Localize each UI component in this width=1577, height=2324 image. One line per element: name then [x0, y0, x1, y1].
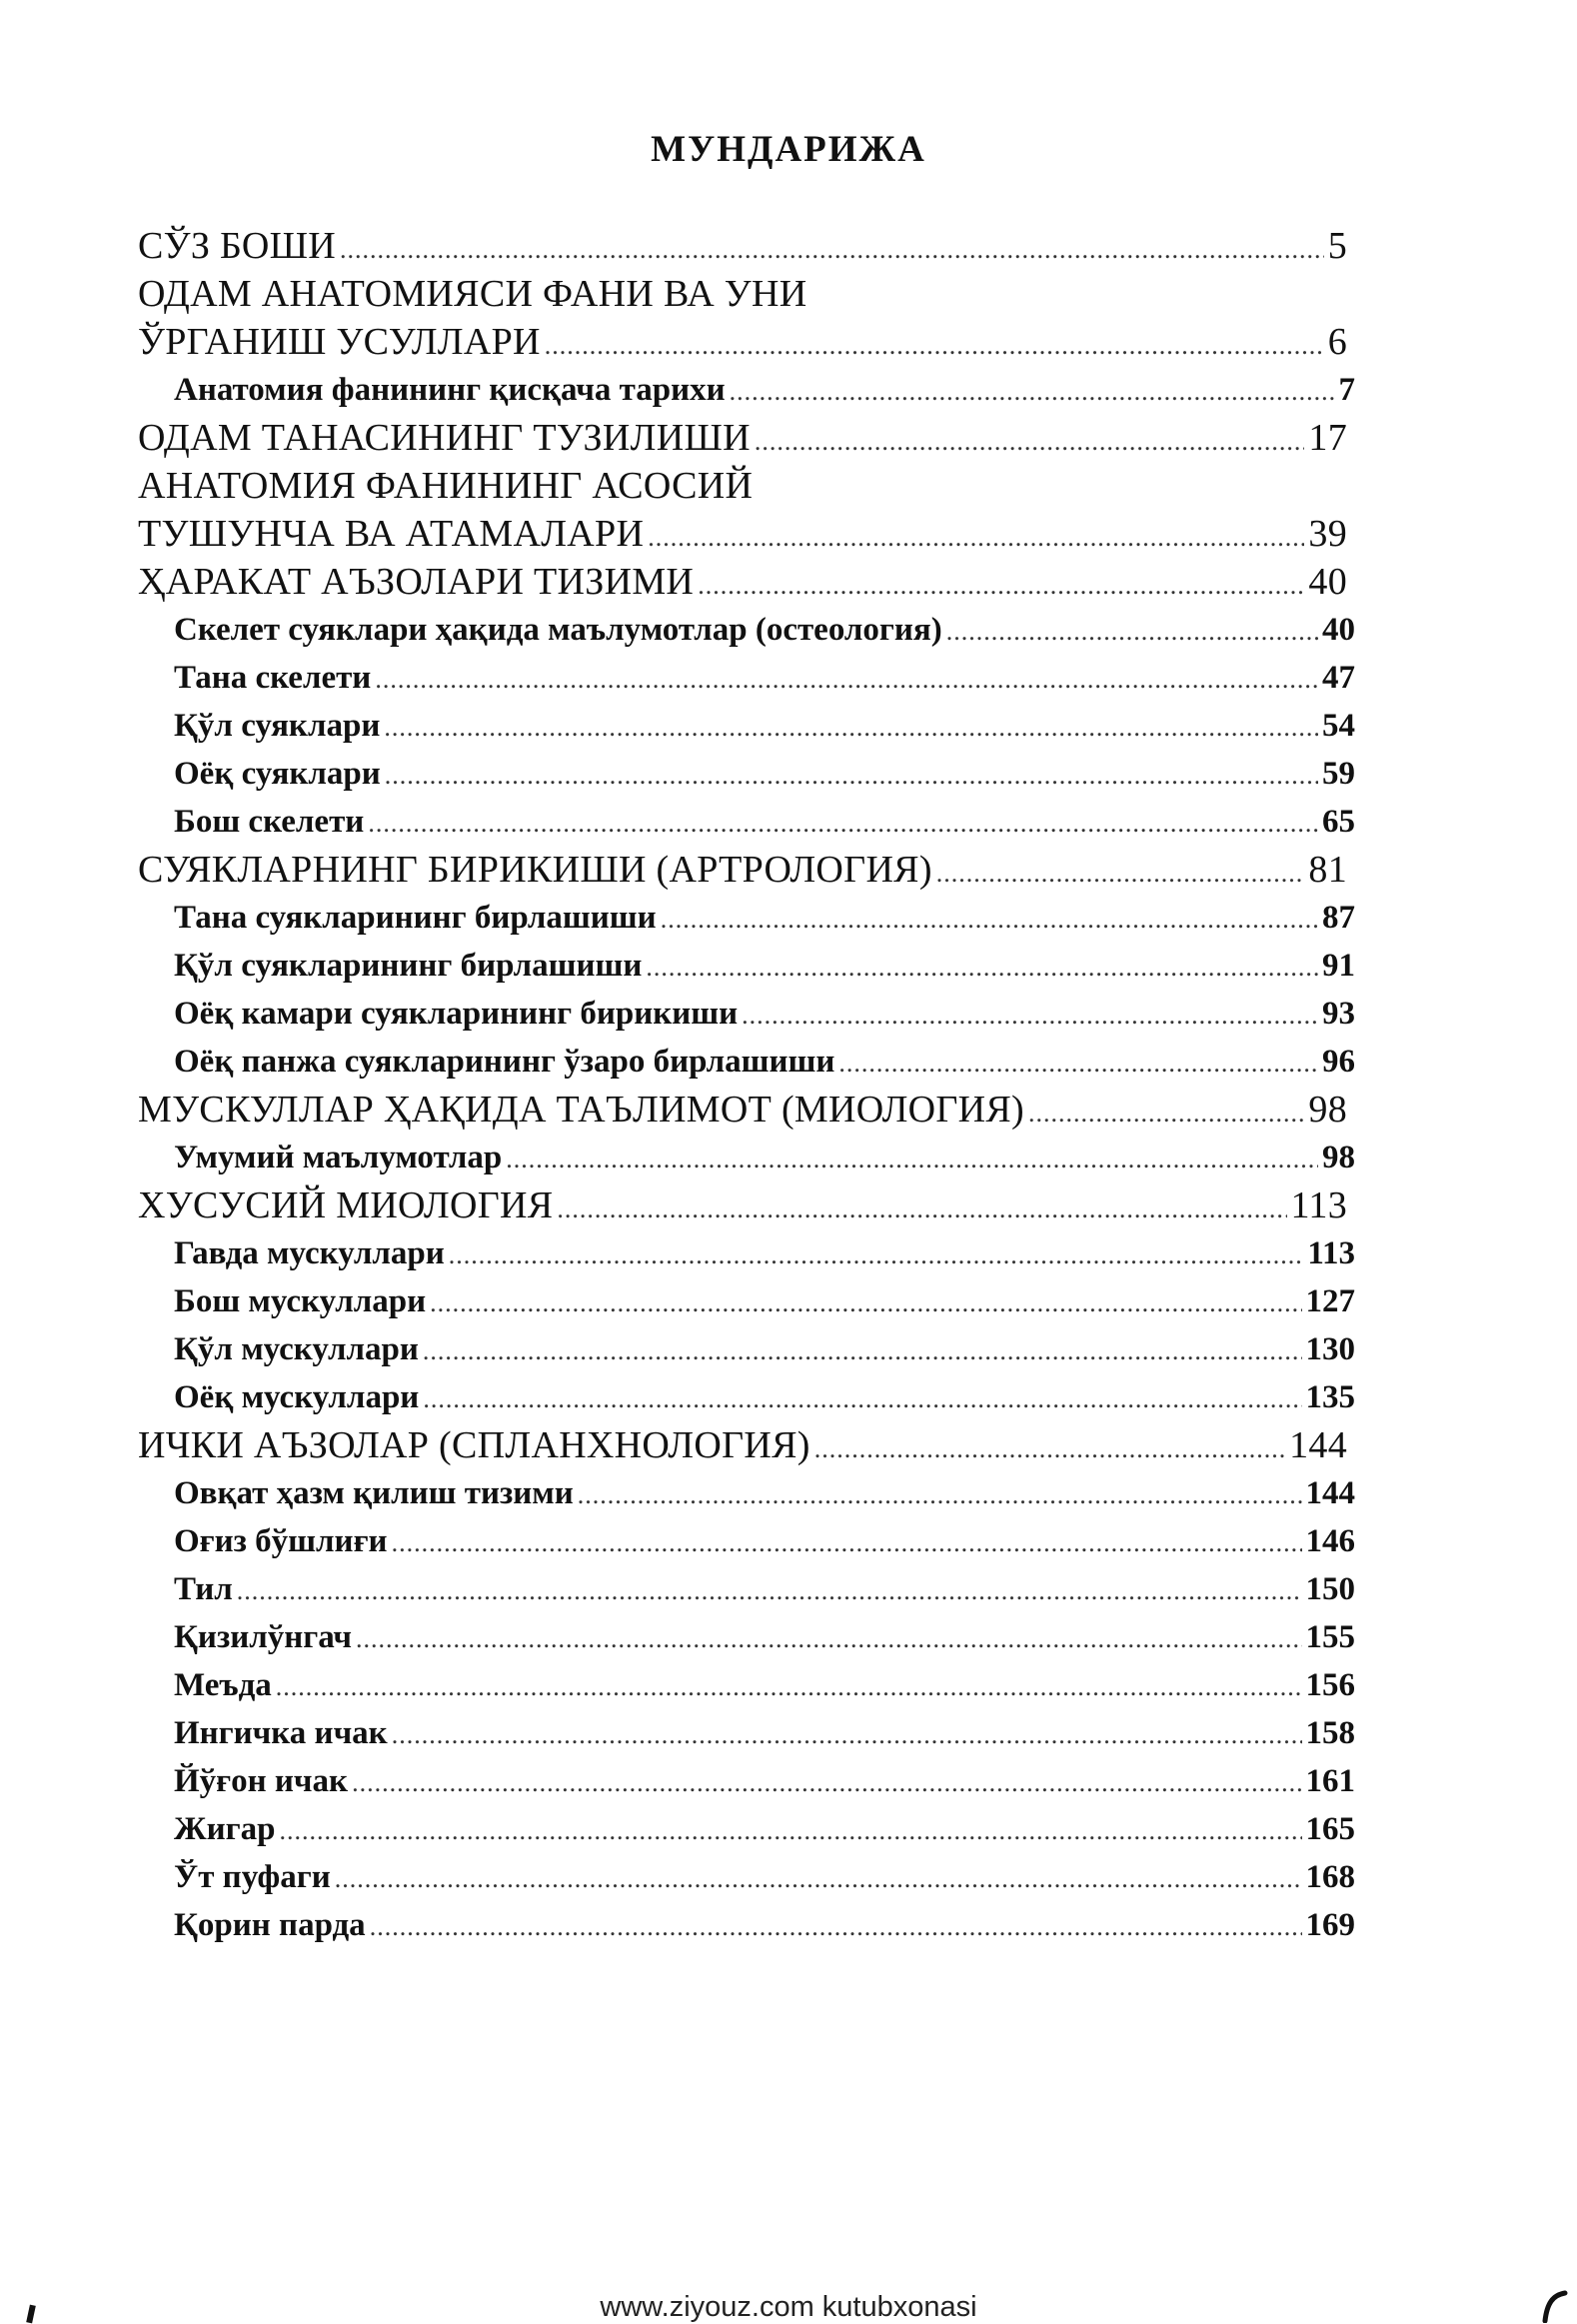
- toc-entry-label: ҲАРАКАТ АЪЗОЛАРИ ТИЗИМИ: [138, 561, 695, 603]
- toc-entry: [0, 366, 1577, 414]
- toc-entry: [0, 318, 1577, 366]
- toc-entry: [0, 1661, 1577, 1709]
- toc-entry-label: СЎЗ БОШИ: [138, 225, 336, 267]
- toc-entry-label: Оғиз бўшлиғи: [174, 1523, 388, 1559]
- toc-dot-leader: [368, 800, 1318, 848]
- toc-dot-leader: [392, 1711, 1302, 1759]
- toc-entry-page-number: 39: [1308, 513, 1347, 555]
- toc-entry-label: Тана суякларининг бирлашиши: [174, 900, 657, 936]
- toc-dot-leader: [838, 1040, 1318, 1088]
- toc-entry-label: Қизилўнгач: [174, 1619, 353, 1655]
- toc-entry-page-number: 5: [1327, 225, 1347, 267]
- toc-entry: [0, 1181, 1577, 1229]
- toc-entry: [0, 462, 1577, 510]
- toc-entry-row: [138, 1181, 1347, 1233]
- toc-dot-leader: [279, 1807, 1301, 1855]
- table-of-contents: [0, 222, 1577, 1949]
- toc-entry-label: Анатомия фанининг қисқача тарихи: [174, 372, 726, 408]
- toc-dot-leader: [1028, 1090, 1304, 1138]
- toc-entry-page-number: 87: [1322, 900, 1355, 936]
- footer-source-text: www.ziyouz.com kutubxonasi: [600, 2291, 977, 2323]
- toc-entry-row: [174, 750, 1355, 800]
- toc-entry-row: [174, 702, 1355, 752]
- toc-entry-label: Йўғон ичак: [174, 1763, 349, 1799]
- toc-entry: [0, 1613, 1577, 1661]
- toc-entry-page-number: 54: [1322, 708, 1355, 744]
- toc-entry-label: Жигар: [174, 1811, 276, 1847]
- toc-entry: [0, 222, 1577, 270]
- toc-entry-page-number: 169: [1305, 1907, 1355, 1943]
- toc-dot-leader: [449, 1231, 1304, 1279]
- toc-entry-row: [174, 1853, 1355, 1903]
- toc-dot-leader: [646, 944, 1318, 992]
- toc-entry: [0, 846, 1577, 894]
- toc-entry-row: [174, 990, 1355, 1040]
- toc-dot-leader: [356, 1615, 1301, 1663]
- toc-entry: [0, 270, 1577, 318]
- toc-entry-label: Тана скелети: [174, 660, 372, 696]
- toc-entry-label: Ўт пуфаги: [174, 1859, 331, 1895]
- toc-entry: [0, 1277, 1577, 1325]
- toc-entry-label: ТУШУНЧА ВА АТАМАЛАРИ: [138, 513, 645, 555]
- toc-entry-page-number: 93: [1322, 996, 1355, 1032]
- toc-entry-row: [138, 558, 1347, 610]
- toc-entry-row: [174, 1517, 1355, 1567]
- toc-entry-row: [174, 1038, 1355, 1088]
- toc-entry-page-number: 65: [1322, 804, 1355, 840]
- toc-entry-page-number: 113: [1307, 1235, 1355, 1271]
- toc-entry-page-number: 156: [1305, 1667, 1355, 1703]
- toc-entry-label: Скелет суяклари ҳақида маълумотлар (остеология): [174, 612, 942, 648]
- toc-entry-label: Тил: [174, 1571, 233, 1607]
- toc-entry-label: Бош скелети: [174, 804, 365, 840]
- toc-entry-page-number: 150: [1305, 1571, 1355, 1607]
- toc-dot-leader: [276, 1663, 1302, 1711]
- toc-entry-label: Гавда мускуллари: [174, 1235, 445, 1271]
- toc-entry-page-number: 91: [1322, 948, 1355, 984]
- toc-dot-leader: [698, 562, 1304, 610]
- toc-entry-page-number: 59: [1322, 756, 1355, 792]
- toc-entry: [0, 1901, 1577, 1949]
- toc-entry-row: [174, 1613, 1355, 1663]
- toc-entry-row: [138, 222, 1347, 274]
- toc-dot-leader: [578, 1471, 1302, 1519]
- toc-entry-page-number: 47: [1322, 660, 1355, 696]
- toc-entry: [0, 654, 1577, 702]
- toc-entry-label: ХУСУСИЙ МИОЛОГИЯ: [138, 1184, 554, 1226]
- toc-entry-row: [138, 846, 1347, 898]
- toc-entry-page-number: 98: [1308, 1089, 1347, 1131]
- toc-entry: [0, 1038, 1577, 1086]
- toc-entry-label: ОДАМ ТАНАСИНИНГ ТУЗИЛИШИ: [138, 417, 751, 459]
- toc-dot-leader: [661, 896, 1318, 944]
- toc-entry-label: ОДАМ АНАТОМИЯСИ ФАНИ ВА УНИ: [138, 273, 807, 315]
- toc-entry-page-number: 168: [1305, 1859, 1355, 1895]
- toc-entry-label: МУСКУЛЛАР ҲАҚИДА ТАЪЛИМОТ (МИОЛОГИЯ): [138, 1089, 1025, 1131]
- toc-entry-page-number: 135: [1305, 1379, 1355, 1415]
- toc-entry-label: Овқат ҳазм қилиш тизими: [174, 1475, 574, 1511]
- toc-dot-leader: [755, 418, 1305, 466]
- toc-dot-leader: [730, 368, 1335, 416]
- toc-entry-page-number: 146: [1305, 1523, 1355, 1559]
- toc-entry-label: ИЧКИ АЪЗОЛАР (СПЛАНХНОЛОГИЯ): [138, 1424, 810, 1466]
- toc-entry-page-number: 7: [1338, 372, 1355, 408]
- toc-dot-leader: [384, 704, 1318, 752]
- toc-entry: [0, 1134, 1577, 1181]
- toc-entry: [0, 1325, 1577, 1373]
- toc-entry-label: Оёқ мускуллари: [174, 1379, 420, 1415]
- toc-dot-leader: [370, 1903, 1302, 1951]
- toc-entry-page-number: 127: [1305, 1283, 1355, 1319]
- toc-entry-label: Қўл суяклари: [174, 708, 381, 744]
- toc-entry-page-number: 81: [1308, 849, 1347, 891]
- toc-entry: [0, 1373, 1577, 1421]
- toc-entry-label: Оёқ камари суякларининг бирикиши: [174, 996, 739, 1032]
- toc-entry-label: Қўл суякларининг бирлашиши: [174, 948, 643, 984]
- toc-entry-page-number: 155: [1305, 1619, 1355, 1655]
- toc-entry-label: Бош мускуллари: [174, 1283, 427, 1319]
- toc-dot-leader: [557, 1185, 1286, 1233]
- toc-entry-page-number: 130: [1305, 1331, 1355, 1367]
- toc-entry: [0, 1517, 1577, 1565]
- toc-entry-row: [174, 1277, 1355, 1327]
- toc-entry-label: Меъда: [174, 1667, 272, 1703]
- toc-entry: [0, 750, 1577, 798]
- toc-entry-row: [174, 654, 1355, 704]
- toc-entry-page-number: 144: [1305, 1475, 1355, 1511]
- toc-entry: [0, 1469, 1577, 1517]
- toc-entry-page-number: 40: [1322, 612, 1355, 648]
- toc-entry-row: [174, 1134, 1355, 1183]
- toc-dot-leader: [352, 1759, 1301, 1807]
- toc-entry-row: [138, 1086, 1347, 1138]
- toc-entry-page-number: 158: [1305, 1715, 1355, 1751]
- toc-dot-leader: [814, 1425, 1285, 1473]
- toc-entry-label: Қўл мускуллари: [174, 1331, 419, 1367]
- toc-entry: [0, 510, 1577, 558]
- toc-dot-leader: [430, 1279, 1301, 1327]
- toc-entry-page-number: 40: [1308, 561, 1347, 603]
- toc-entry-label: СУЯКЛАРНИНГ БИРИКИШИ (АРТРОЛОГИЯ): [138, 849, 932, 891]
- page-title: МУНДАРИЖА: [651, 129, 926, 170]
- toc-entry-row: [138, 462, 1347, 510]
- toc-entry: [0, 606, 1577, 654]
- toc-entry-row: [174, 606, 1355, 656]
- toc-entry-label: АНАТОМИЯ ФАНИНИНГ АСОСИЙ: [138, 465, 754, 507]
- toc-entry: [0, 990, 1577, 1038]
- toc-entry: [0, 1421, 1577, 1469]
- toc-entry: [0, 1853, 1577, 1901]
- toc-dot-leader: [506, 1136, 1318, 1183]
- toc-entry: [0, 1757, 1577, 1805]
- toc-dot-leader: [946, 608, 1318, 656]
- toc-entry-page-number: 165: [1305, 1811, 1355, 1847]
- toc-entry-label: Умумий маълумотлар: [174, 1140, 503, 1175]
- toc-entry: [0, 942, 1577, 990]
- toc-entry-row: [138, 270, 1347, 318]
- toc-entry-row: [174, 894, 1355, 944]
- toc-entry: [0, 894, 1577, 942]
- toc-entry: [0, 798, 1577, 846]
- toc-entry-row: [138, 1421, 1347, 1473]
- toc-entry-row: [174, 1565, 1355, 1615]
- toc-entry-row: [174, 942, 1355, 992]
- toc-entry-page-number: 113: [1290, 1184, 1347, 1226]
- toc-entry: [0, 1805, 1577, 1853]
- toc-entry-page-number: 6: [1327, 321, 1347, 363]
- toc-entry-page-number: 144: [1289, 1424, 1347, 1466]
- toc-entry-row: [138, 510, 1347, 562]
- toc-entry-row: [174, 1229, 1355, 1279]
- toc-dot-leader: [936, 850, 1305, 898]
- corner-scan-mark: [1539, 2289, 1569, 2323]
- toc-dot-leader: [742, 992, 1318, 1040]
- toc-dot-leader: [335, 1855, 1302, 1903]
- toc-entry-label: ЎРГАНИШ УСУЛЛАРИ: [138, 321, 541, 363]
- toc-entry: [0, 1229, 1577, 1277]
- toc-dot-leader: [423, 1375, 1301, 1423]
- toc-dot-leader: [375, 656, 1318, 704]
- toc-entry: [0, 414, 1577, 462]
- toc-entry-page-number: 98: [1322, 1140, 1355, 1175]
- toc-entry-row: [174, 1325, 1355, 1375]
- toc-entry-label: Ингичка ичак: [174, 1715, 388, 1751]
- toc-entry-row: [174, 1373, 1355, 1423]
- toc-entry-page-number: 17: [1308, 417, 1347, 459]
- toc-dot-leader: [392, 1519, 1302, 1567]
- toc-dot-leader: [340, 226, 1324, 274]
- toc-entry-page-number: 161: [1305, 1763, 1355, 1799]
- toc-dot-leader: [385, 752, 1318, 800]
- toc-entry-row: [138, 318, 1347, 370]
- toc-entry: [0, 1709, 1577, 1757]
- toc-entry-label: Оёқ панжа суякларининг ўзаро бирлашиши: [174, 1044, 835, 1080]
- toc-dot-leader: [545, 322, 1324, 370]
- toc-entry-row: [174, 798, 1355, 848]
- toc-dot-leader: [237, 1567, 1302, 1615]
- toc-dot-leader: [648, 514, 1304, 562]
- toc-entry-page-number: 96: [1322, 1044, 1355, 1080]
- toc-entry-row: [174, 1757, 1355, 1807]
- toc-entry: [0, 702, 1577, 750]
- toc-entry-row: [174, 366, 1355, 416]
- toc-entry: [0, 558, 1577, 606]
- toc-entry-row: [174, 1709, 1355, 1759]
- toc-entry-label: Қорин парда: [174, 1907, 366, 1943]
- toc-entry-row: [174, 1661, 1355, 1711]
- toc-entry: [0, 1565, 1577, 1613]
- toc-entry-row: [174, 1901, 1355, 1951]
- toc-entry-row: [138, 414, 1347, 466]
- toc-dot-leader: [423, 1327, 1302, 1375]
- toc-entry-row: [174, 1469, 1355, 1519]
- toc-entry-label: Оёқ суяклари: [174, 756, 381, 792]
- toc-entry: [0, 1086, 1577, 1134]
- toc-entry-row: [174, 1805, 1355, 1855]
